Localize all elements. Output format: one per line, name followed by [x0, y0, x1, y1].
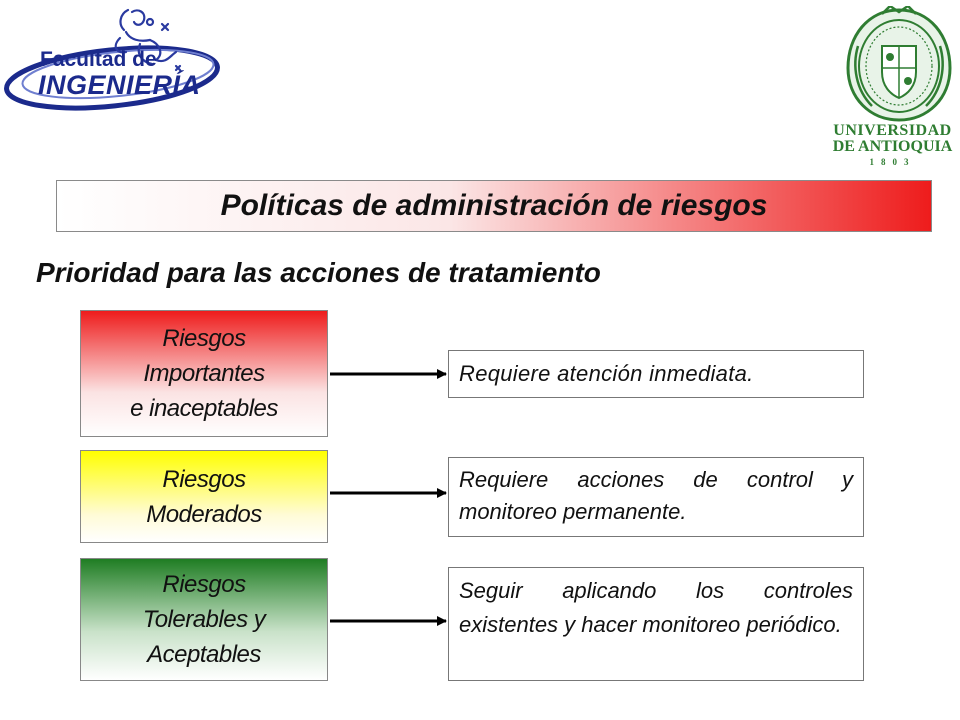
risk-category-label: Moderados: [146, 500, 262, 528]
risk-category-low: [80, 558, 328, 681]
risk-category-label: Importantes: [143, 360, 265, 387]
action-box-moderate: [448, 457, 864, 537]
action-box-low: [448, 567, 864, 681]
faculty-logo-line2: INGENIERÍA: [38, 70, 201, 100]
risk-category-label: Riesgos: [162, 465, 246, 493]
university-name-line2: DE ANTIOQUIA: [832, 138, 953, 155]
university-name-line1: UNIVERSIDAD: [833, 122, 952, 139]
faculty-logo-line1: Facultad de: [40, 48, 157, 71]
action-text: Requiere acciones de control y monitoreo permanente.: [459, 467, 853, 524]
risk-category-label: Tolerables y: [142, 606, 266, 633]
title-banner: [56, 180, 932, 232]
risk-category-label: e inaceptables: [130, 395, 278, 422]
page-title: Políticas de administración de riesgos: [220, 189, 768, 222]
action-box-high: [448, 350, 864, 398]
risk-category-high: [80, 310, 328, 437]
action-text: Seguir aplicando los controles existentes y hacer monitoreo periódico.: [459, 578, 853, 637]
risk-category-label: Aceptables: [147, 641, 261, 668]
university-seal-icon: [838, 6, 960, 126]
section-subtitle: Prioridad para las acciones de tratamiento: [36, 257, 601, 288]
risk-category-label: Riesgos: [162, 325, 246, 352]
risk-category-label: Riesgos: [162, 571, 246, 598]
risk-category-moderate: [80, 450, 328, 543]
university-founding-year: 1803: [869, 157, 916, 167]
action-text: Requiere atención inmediata.: [459, 361, 754, 386]
